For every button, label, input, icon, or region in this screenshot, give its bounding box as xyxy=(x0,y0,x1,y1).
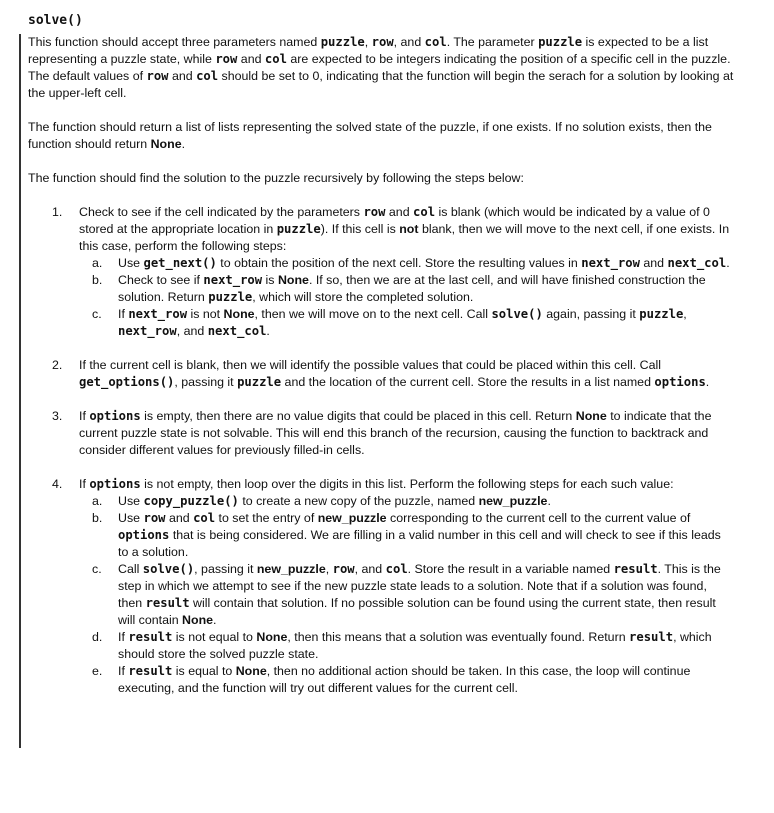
steps-list xyxy=(28,204,734,697)
steps-intro: The function should find the solution to the puzzle recursively by following the steps below: xyxy=(28,171,524,185)
step-4-substeps xyxy=(79,493,734,697)
step-4d: d. If result is not equal to None, then this means that a solution was eventually found. Return result, which should store the solved puzzle state. xyxy=(92,630,712,661)
step-4b: b. Use row and col to set the entry of new_puzzle corresponding to the current cell to the current value of options that is being considered. We are filling in a valid number in this cell and will check to see if this leads to a solution. xyxy=(92,511,721,559)
step-1-substeps xyxy=(79,255,734,340)
return-paragraph: The function should return a list of lists representing the solved state of the puzzle, if one exists. If no solution exists, then the function should return None. xyxy=(28,120,712,151)
document-body xyxy=(28,34,734,697)
step-2: 2. If the current cell is blank, then we will identify the possible values that could be placed within this cell. Call get_options(), passing it puzzle and the location of the current cell. Store the results in a list named options. xyxy=(52,358,710,389)
step-4a: a. Use copy_puzzle() to create a new copy of the puzzle, named new_puzzle. xyxy=(92,494,551,508)
left-margin-bar xyxy=(19,34,21,748)
step-3: 3. If options is empty, then there are no value digits that could be placed in this cell. Return None to indicate that the current puzzle state is not solvable. This will end this branch of the recursion, causing the function to backtrack and consider different values for previously filled-in cells. xyxy=(52,409,712,457)
step-1c: c. If next_row is not None, then we will move on to the next cell. Call solve() again, passing it puzzle, next_row, and next_col. xyxy=(92,307,687,338)
step-4e: e. If result is equal to None, then no additional action should be taken. In this case, the loop will continue executing, and the function will try out different values for the current cell. xyxy=(92,664,691,695)
step-1a: a. Use get_next() to obtain the position of the next cell. Store the resulting values in next_row and next_col. xyxy=(92,256,730,270)
step-1: 1. Check to see if the cell indicated by the parameters row and col is blank (which would be indicated by a value of 0 stored at the appropriate location in puzzle). If this cell is not blank, then we will move to the next cell, if one exists. In this case, perform the following steps: a. Use get_next() to obtain the position of the next cell. Store the resulting values in next_row and next_col. b. Check to see if next_row is None. If so, then we are at the last cell, and will have finished construction the solution. Return puzzle, which will store the completed solution. c. If next_row is not None, then we will move on to the next cell. Call solve() again, passing it puzzle, next_row, and next_col. xyxy=(28,204,734,340)
intro-paragraph: This function should accept three parameters named puzzle, row, and col. The parameter puzzle is expected to be a list representing a puzzle state, while row and col are expected to be integers indicating the position of a specific cell in the puzzle. The default values of row and col should be set to 0, indicating that the function will begin the serach for a solution by looking at the upper-left cell. xyxy=(28,35,734,100)
function-title: solve() xyxy=(28,13,83,28)
step-4c: c. Call solve(), passing it new_puzzle, row, and col. Store the result in a variable named result. This is the step in which we attempt to see if the new puzzle state leads to a solution. Note that if a solution was found, then result will contain that solution. If no possible solution can be found using the current state, then result will contain None. xyxy=(92,562,721,627)
step-1b: b. Check to see if next_row is None. If so, then we are at the last cell, and will have finished construction the solution. Return puzzle, which will store the completed solution. xyxy=(92,273,706,304)
step-4: 4. If options is not empty, then loop over the digits in this list. Perform the following steps for each such value: a. Use copy_puzzle() to create a new copy of the puzzle, named new_puzzle. b. Use row and col to set the entry of new_puzzle corresponding to the current cell to the current value of options that is being considered. We are filling in a valid number in this cell and will check to see if this leads to a solution. c. Call solve(), passing it new_puzzle, row, and col. Store the result in a variable named result. This is the step in which we attempt to see if the new puzzle state leads to a solution. Note that if a solution was found, then result will contain that solution. If no possible solution can be found using the current state, then result will contain None. d. If result is not equal to None, then this means that a solution was eventually found. Return result, which should store the solved puzzle state. e. If result is equal to None, then no additional action should be taken. In this case, the loop will continue executing, and the function will try out different values for the current cell. xyxy=(28,476,734,697)
